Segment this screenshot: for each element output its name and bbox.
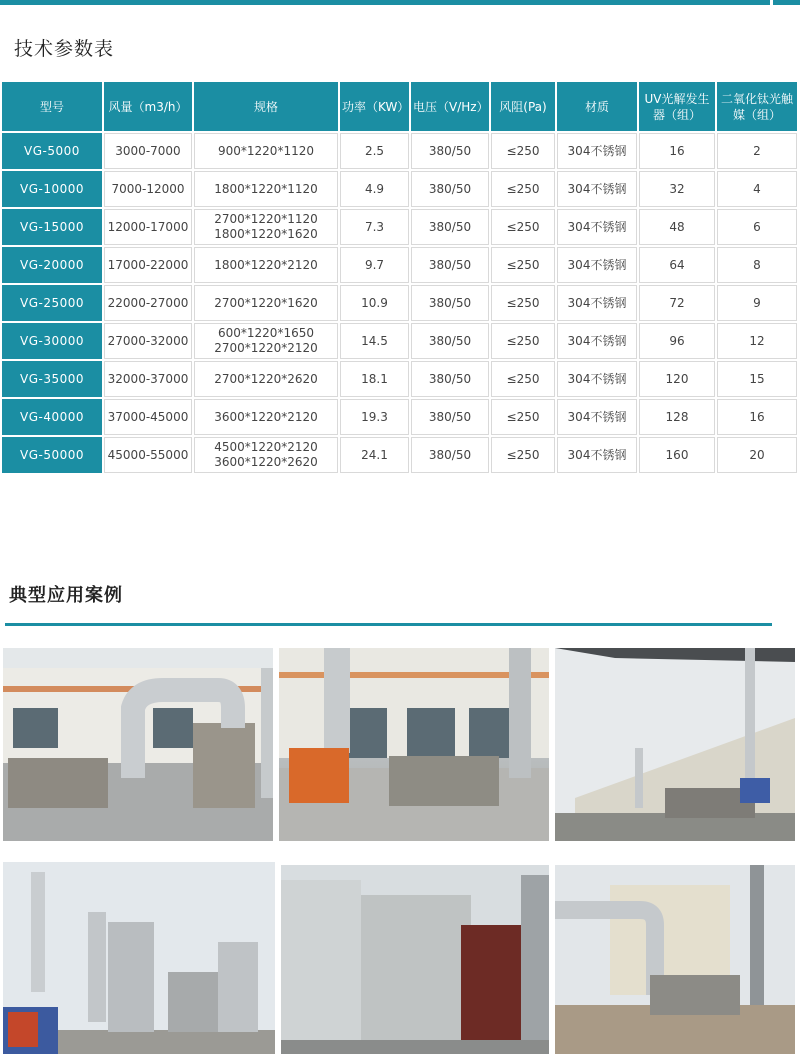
uv-generator-cell: 16 — [639, 133, 715, 169]
airflow-cell: 7000-12000 — [104, 171, 192, 207]
header-material: 材质 — [557, 82, 637, 131]
spec-dimension: 1800*1220*1120 — [214, 181, 318, 196]
airflow-cell: 27000-32000 — [104, 323, 192, 359]
spec-cell — [194, 133, 338, 169]
airflow-cell: 37000-45000 — [104, 399, 192, 435]
spec-dimension: 3600*1220*2120 — [214, 409, 318, 424]
material-cell: 304不锈钢 — [557, 437, 637, 473]
voltage-cell: 380/50 — [411, 171, 489, 207]
model-cell: VG-50000 — [2, 437, 102, 473]
material-cell: 304不锈钢 — [557, 209, 637, 245]
header-model: 型号 — [2, 82, 102, 131]
airflow-cell: 22000-27000 — [104, 285, 192, 321]
spec-table-header-row — [2, 82, 797, 131]
power-cell: 9.7 — [340, 247, 409, 283]
model-cell: VG-10000 — [2, 171, 102, 207]
material-cell: 304不锈钢 — [557, 361, 637, 397]
spec-cell — [194, 437, 338, 473]
tio2-catalyst-cell: 12 — [717, 323, 797, 359]
power-cell: 24.1 — [340, 437, 409, 473]
voltage-cell: 380/50 — [411, 209, 489, 245]
spec-cell — [194, 171, 338, 207]
material-cell: 304不锈钢 — [557, 247, 637, 283]
power-cell: 2.5 — [340, 133, 409, 169]
factory-scene-illustration — [279, 648, 549, 841]
spec-table — [0, 80, 799, 475]
uv-generator-cell: 160 — [639, 437, 715, 473]
spec-table-row — [2, 171, 797, 207]
airflow-cell: 17000-22000 — [104, 247, 192, 283]
case-photo-6 — [555, 865, 795, 1054]
spec-dimension: 2700*1220*2120 — [214, 341, 318, 355]
factory-scene-illustration — [555, 648, 795, 841]
airflow-cell: 3000-7000 — [104, 133, 192, 169]
uv-generator-cell: 120 — [639, 361, 715, 397]
resistance-cell: ≤250 — [491, 209, 555, 245]
model-cell: VG-20000 — [2, 247, 102, 283]
resistance-cell: ≤250 — [491, 285, 555, 321]
spec-dimension: 600*1220*1650 — [218, 326, 314, 340]
voltage-cell: 380/50 — [411, 399, 489, 435]
factory-scene-illustration — [555, 865, 795, 1054]
voltage-cell: 380/50 — [411, 361, 489, 397]
spec-dimension: 2700*1220*1120 — [214, 212, 318, 226]
model-cell: VG-30000 — [2, 323, 102, 359]
material-cell: 304不锈钢 — [557, 285, 637, 321]
uv-generator-cell: 128 — [639, 399, 715, 435]
spec-table-row — [2, 285, 797, 321]
power-cell: 18.1 — [340, 361, 409, 397]
power-cell: 10.9 — [340, 285, 409, 321]
spec-cell — [194, 323, 338, 359]
spec-table-row — [2, 437, 797, 473]
header-uv-generator: UV光解发生器（组） — [639, 82, 715, 131]
header-spec: 规格 — [194, 82, 338, 131]
voltage-cell: 380/50 — [411, 247, 489, 283]
spec-table-body — [2, 133, 797, 473]
material-cell: 304不锈钢 — [557, 133, 637, 169]
voltage-cell: 380/50 — [411, 133, 489, 169]
header-airflow: 风量（m3/h） — [104, 82, 192, 131]
model-cell: VG-5000 — [2, 133, 102, 169]
spec-dimension: 2700*1220*1620 — [214, 295, 318, 310]
factory-scene-illustration — [3, 862, 275, 1054]
airflow-cell: 45000-55000 — [104, 437, 192, 473]
voltage-cell: 380/50 — [411, 285, 489, 321]
uv-generator-cell: 32 — [639, 171, 715, 207]
power-cell: 4.9 — [340, 171, 409, 207]
header-tio2-catalyst: 二氧化钛光触媒（组） — [717, 82, 797, 131]
model-cell: VG-40000 — [2, 399, 102, 435]
uv-generator-cell: 48 — [639, 209, 715, 245]
spec-table-row — [2, 247, 797, 283]
header-voltage: 电压（V/Hz） — [411, 82, 489, 131]
material-cell: 304不锈钢 — [557, 171, 637, 207]
spec-cell — [194, 247, 338, 283]
model-cell: VG-35000 — [2, 361, 102, 397]
spec-dimension: 4500*1220*2120 — [214, 440, 318, 454]
tio2-catalyst-cell: 15 — [717, 361, 797, 397]
spec-table-row — [2, 209, 797, 245]
resistance-cell: ≤250 — [491, 399, 555, 435]
spec-cell — [194, 361, 338, 397]
spec-table-row — [2, 323, 797, 359]
spec-cell — [194, 285, 338, 321]
resistance-cell: ≤250 — [491, 361, 555, 397]
model-cell: VG-15000 — [2, 209, 102, 245]
case-photo-5 — [281, 865, 549, 1054]
model-cell: VG-25000 — [2, 285, 102, 321]
tio2-catalyst-cell: 16 — [717, 399, 797, 435]
spec-dimension: 2700*1220*2620 — [214, 371, 318, 386]
factory-scene-illustration — [3, 648, 273, 841]
tio2-catalyst-cell: 2 — [717, 133, 797, 169]
resistance-cell: ≤250 — [491, 171, 555, 207]
uv-generator-cell: 96 — [639, 323, 715, 359]
resistance-cell: ≤250 — [491, 133, 555, 169]
spec-cell — [194, 399, 338, 435]
spec-dimension: 900*1220*1120 — [218, 143, 314, 158]
cases-divider — [5, 623, 772, 626]
header-power: 功率（KW） — [340, 82, 409, 131]
tio2-catalyst-cell: 9 — [717, 285, 797, 321]
header-resistance: 风阻(Pa) — [491, 82, 555, 131]
spec-dimension: 3600*1220*2620 — [214, 455, 318, 469]
spec-table-row — [2, 133, 797, 169]
tio2-catalyst-cell: 6 — [717, 209, 797, 245]
top-accent-bar — [0, 0, 800, 5]
spec-cell — [194, 209, 338, 245]
factory-scene-illustration — [281, 865, 549, 1054]
voltage-cell: 380/50 — [411, 437, 489, 473]
tio2-catalyst-cell: 8 — [717, 247, 797, 283]
power-cell: 19.3 — [340, 399, 409, 435]
spec-table-title: 技术参数表 — [14, 38, 115, 60]
cases-title: 典型应用案例 — [9, 585, 123, 606]
material-cell: 304不锈钢 — [557, 399, 637, 435]
power-cell: 7.3 — [340, 209, 409, 245]
airflow-cell: 12000-17000 — [104, 209, 192, 245]
case-photo-2 — [279, 648, 549, 841]
spec-table-row — [2, 399, 797, 435]
uv-generator-cell: 64 — [639, 247, 715, 283]
case-photo-3 — [555, 648, 795, 841]
resistance-cell: ≤250 — [491, 437, 555, 473]
resistance-cell: ≤250 — [491, 247, 555, 283]
spec-dimension: 1800*1220*2120 — [214, 257, 318, 272]
resistance-cell: ≤250 — [491, 323, 555, 359]
spec-dimension: 1800*1220*1620 — [214, 227, 318, 241]
power-cell: 14.5 — [340, 323, 409, 359]
airflow-cell: 32000-37000 — [104, 361, 192, 397]
tio2-catalyst-cell: 4 — [717, 171, 797, 207]
spec-table-row — [2, 361, 797, 397]
case-photo-4 — [3, 862, 275, 1054]
case-photo-1 — [3, 648, 273, 841]
tio2-catalyst-cell: 20 — [717, 437, 797, 473]
material-cell: 304不锈钢 — [557, 323, 637, 359]
uv-generator-cell: 72 — [639, 285, 715, 321]
voltage-cell: 380/50 — [411, 323, 489, 359]
